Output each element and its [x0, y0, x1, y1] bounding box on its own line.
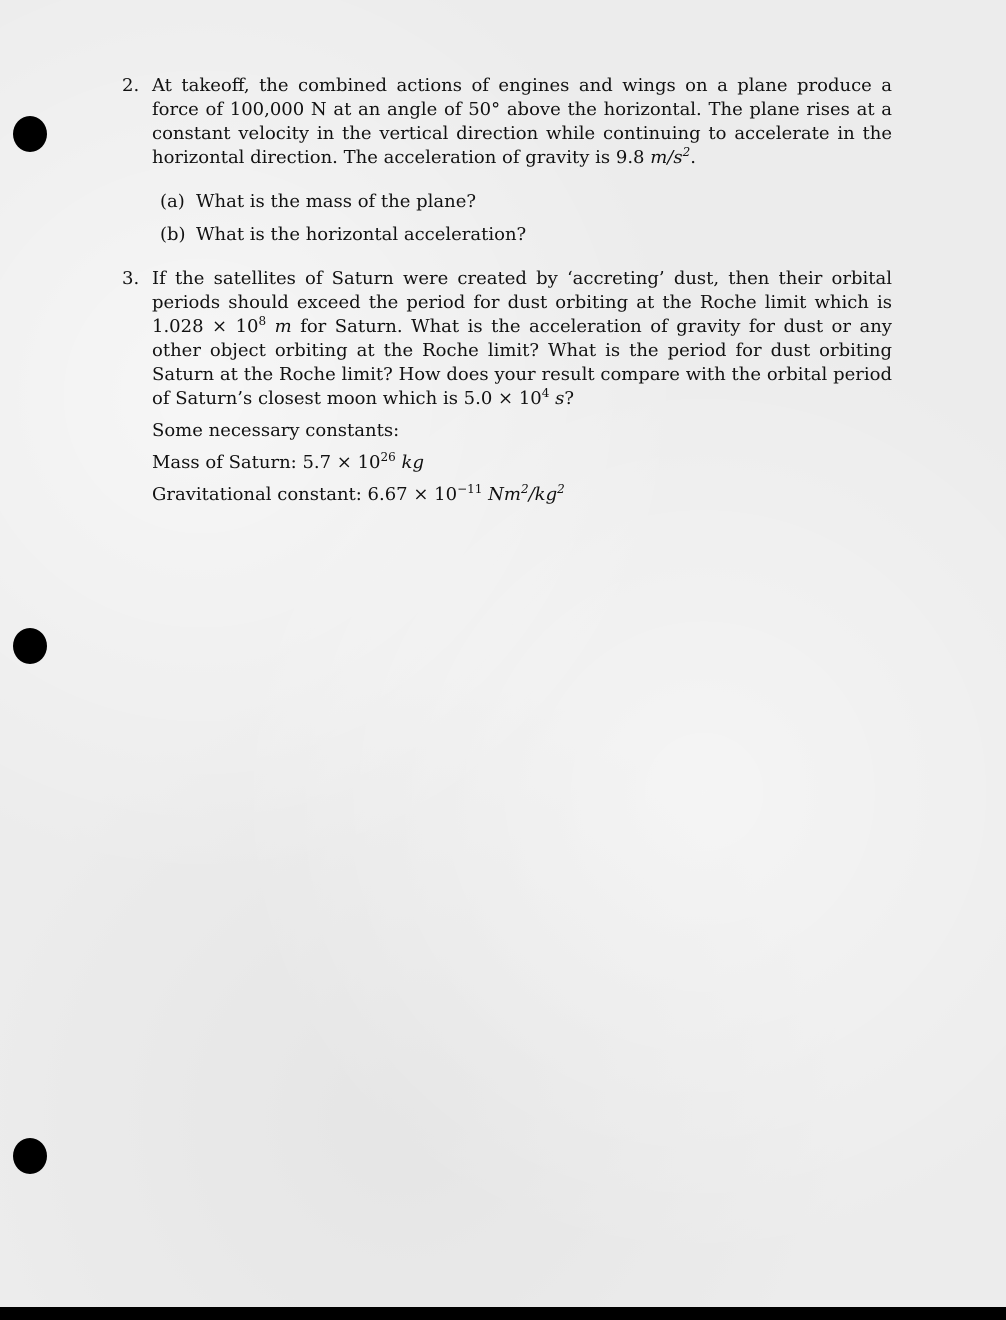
problem-3: [122, 267, 892, 507]
saturn-mass-constant: Mass of Saturn: $5.7 \times 10^{26}$ kg: [152, 450, 424, 473]
gravity-unit: $m/s^2$: [650, 145, 691, 168]
problem-2: [122, 74, 892, 247]
binder-hole-bottom: [13, 1138, 47, 1174]
problem-number: 3.: [122, 268, 140, 289]
scan-bottom-edge: [0, 1307, 1006, 1320]
problem-text: At takeoff, the combined actions of engines and wings on a plane produce a force of 100,000 N at an angle of 50° above the horizontal. The plane rises at a constant velocity in the vertical direction while continuing to accelerate in the horizontal direction. The acceleration of gravity is 9.8 $m/s^2$.: [152, 75, 892, 168]
binder-hole-top: [13, 116, 47, 152]
subquestion-a: (a) What is the mass of the plane?: [160, 191, 477, 212]
constants-intro: Some necessary constants:: [152, 420, 400, 441]
subquestion-list: [152, 190, 892, 247]
problem-set: [122, 72, 892, 507]
problem-text: If the satellites of Saturn were created by ‘accreting’ dust, then their orbital periods should exceed the period for dust orbiting at the Roche limit which is $1.028 \times 10^8$ m for Saturn. What is the acceleration of gravity for dust or any other object orbiting at the Roche limit? What is the period for dust orbiting Saturn at the Roche limit? How does your result compare with the orbital period of Saturn’s closest moon which is $5.0 \times 10^4$ s?: [152, 268, 892, 409]
gravitational-constant: Gravitational constant: $6.67 \times 10^{-11}$ $Nm^2/kg^2$: [152, 482, 565, 505]
problem-number: 2.: [122, 75, 140, 96]
subquestion-b: (b) What is the horizontal acceleration?: [160, 224, 527, 245]
binder-hole-middle: [13, 628, 47, 664]
